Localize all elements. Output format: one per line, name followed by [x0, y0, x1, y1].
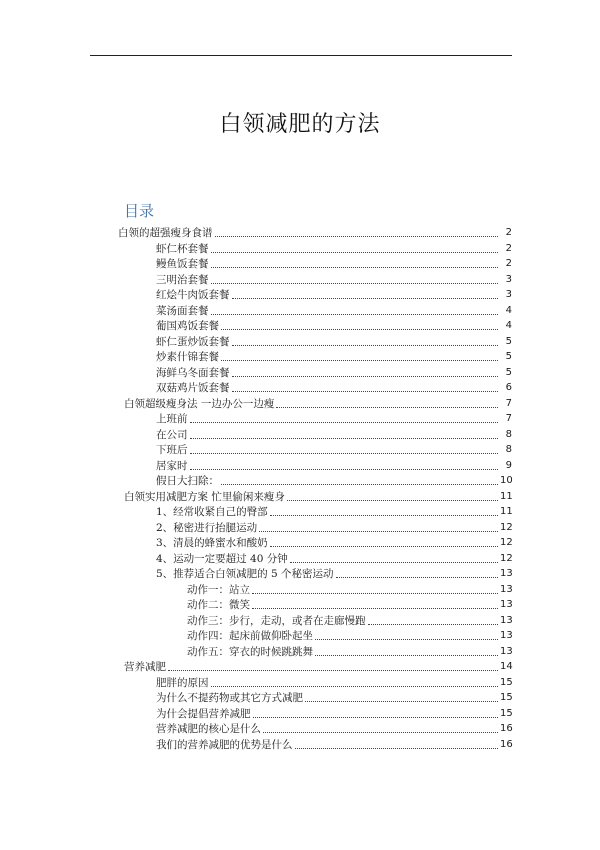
toc-dot-leader	[270, 546, 498, 547]
toc-entry-page: 2	[505, 242, 512, 254]
toc-entry-label: 白领的超强瘦身食谱	[118, 227, 213, 239]
toc-entry[interactable]	[156, 364, 512, 380]
toc-entry[interactable]	[124, 658, 512, 674]
toc-entry-label: 为什会提倡营养减肥	[156, 707, 251, 720]
toc-dot-leader	[190, 422, 499, 423]
toc-dot-leader	[259, 531, 498, 532]
toc-entry-page: 12	[500, 552, 513, 564]
toc-dot-leader	[287, 500, 498, 501]
toc-entry-page: 11	[500, 506, 513, 517]
toc-entry-label: 营养减肥的核心是什么	[156, 723, 261, 735]
toc-entry-label: 动作五：穿衣的时候跳跳舞	[187, 645, 313, 658]
toc-entry-label: 动作一：站立	[187, 583, 250, 596]
toc-dot-leader	[211, 252, 499, 253]
toc-dot-leader	[168, 670, 498, 671]
toc-entry-page: 13	[500, 568, 513, 579]
toc-dot-leader	[336, 577, 498, 578]
toc-entry[interactable]	[187, 581, 512, 597]
toc-entry-label: 居家时	[156, 459, 188, 472]
toc-entry[interactable]	[156, 472, 512, 488]
toc-entry-label: 鳗鱼饭套餐	[156, 258, 209, 270]
toc-dot-leader	[221, 329, 498, 330]
toc-dot-leader	[232, 298, 499, 299]
toc-entry-page: 3	[505, 289, 512, 300]
toc-entry[interactable]	[156, 271, 512, 287]
toc-dot-leader	[215, 236, 499, 237]
toc-entry[interactable]	[156, 379, 512, 395]
toc-entry-page: 5	[505, 366, 512, 378]
toc-dot-leader	[253, 717, 499, 718]
toc-dot-leader	[276, 407, 498, 408]
toc-dot-leader	[305, 701, 498, 702]
toc-entry-label: 上班前	[156, 413, 188, 425]
toc-entry-page: 3	[505, 273, 512, 285]
toc-entry[interactable]	[156, 426, 512, 442]
toc-entry[interactable]	[156, 286, 512, 302]
toc-entry-page: 9	[505, 459, 512, 471]
toc-entry-page: 4	[505, 320, 512, 331]
toc-entry-page: 13	[500, 614, 513, 626]
toc-entry[interactable]	[156, 441, 512, 457]
toc-entry-page: 15	[500, 707, 513, 719]
toc-dot-leader	[252, 608, 498, 609]
toc-entry-label: 4、运动一定要超过 40 分钟	[156, 552, 288, 565]
toc-entry-page: 11	[500, 490, 513, 502]
toc-entry[interactable]	[156, 410, 512, 426]
toc-entry-label: 3、清晨的蜂蜜水和酸奶	[156, 537, 268, 549]
toc-dot-leader	[190, 469, 499, 470]
toc-dot-leader	[315, 655, 498, 656]
toc-entry-label: 营养减肥	[124, 661, 166, 673]
toc-dot-leader	[232, 376, 499, 377]
toc-entry-label: 双菇鸡片饭套餐	[156, 382, 230, 394]
toc-entry[interactable]	[118, 224, 512, 240]
toc-entry[interactable]	[156, 534, 512, 550]
toc-heading: 目录	[124, 202, 155, 220]
toc-entry-label: 假日大扫除：	[156, 475, 219, 487]
toc-dot-leader	[270, 515, 498, 516]
toc-entry-label: 动作三：步行，走动，或者在走廊慢跑	[187, 614, 366, 627]
toc-dot-leader	[221, 484, 498, 485]
toc-entry-page: 13	[500, 583, 513, 595]
toc-entry-page: 16	[500, 723, 513, 734]
toc-entry[interactable]	[156, 317, 512, 333]
toc-entry-page: 8	[505, 444, 512, 455]
toc-entry-label: 红烩牛肉饭套餐	[156, 289, 230, 301]
toc-dot-leader	[295, 748, 499, 749]
toc-entry-page: 13	[500, 645, 513, 657]
toc-entry-page: 7	[505, 397, 512, 409]
toc-entry-label: 我们的营养减肥的优势是什么	[156, 738, 293, 751]
toc-entry-page: 6	[505, 382, 512, 393]
toc-entry[interactable]	[156, 348, 512, 364]
toc-entry-label: 三明治套餐	[156, 273, 209, 286]
toc-dot-leader	[290, 562, 498, 563]
toc-dot-leader	[252, 593, 498, 594]
toc-entry[interactable]	[156, 240, 512, 256]
toc-dot-leader	[315, 639, 498, 640]
toc-dot-leader	[211, 267, 499, 268]
toc-entry[interactable]	[156, 565, 512, 581]
toc-entry[interactable]	[156, 333, 512, 349]
toc-entry[interactable]	[124, 395, 512, 411]
toc-entry[interactable]	[156, 302, 512, 318]
toc-entry-page: 12	[500, 537, 513, 548]
toc-entry-page: 13	[500, 599, 513, 610]
toc-entry-page: 2	[505, 258, 512, 269]
toc-dot-leader	[190, 453, 499, 454]
toc-entry[interactable]	[187, 627, 512, 643]
toc-dot-leader	[232, 391, 499, 392]
toc-dot-leader	[211, 283, 499, 284]
toc-entry-label: 在公司	[156, 428, 188, 441]
toc-entry-label: 海鲜乌冬面套餐	[156, 366, 230, 379]
toc-dot-leader	[368, 624, 499, 625]
toc-entry-label: 虾仁杯套餐	[156, 242, 209, 255]
top-rule	[90, 55, 512, 56]
toc-entry-label: 肥胖的原因	[156, 676, 209, 689]
toc-entry-label: 5、推荐适合白领减肥的 5 个秘密运动	[156, 568, 334, 580]
toc-entry-page: 5	[505, 351, 512, 362]
toc-entry-page: 4	[505, 304, 512, 316]
toc-entry-page: 7	[505, 413, 512, 424]
toc-entry[interactable]	[156, 736, 512, 752]
toc-dot-leader	[211, 686, 499, 687]
toc-entry[interactable]	[156, 720, 512, 736]
toc-entry[interactable]	[187, 596, 512, 612]
toc-entry-page: 16	[500, 738, 513, 750]
toc-dot-leader	[232, 345, 499, 346]
toc-entry-page: 5	[505, 335, 512, 347]
toc-dot-leader	[221, 360, 498, 361]
toc-entry[interactable]	[156, 457, 512, 473]
document-title: 白领减肥的方法	[219, 112, 381, 137]
toc-entry[interactable]	[187, 643, 512, 659]
toc-entry-label: 下班后	[156, 444, 188, 456]
toc-entry-page: 14	[500, 661, 513, 672]
toc-entry-label: 炒素什锦套餐	[156, 351, 219, 363]
toc-entry[interactable]	[124, 488, 512, 504]
toc-entry-label: 2、秘密进行抬腿运动	[156, 521, 258, 534]
toc-entry-label: 动作四：起床前做仰卧起坐	[187, 630, 313, 642]
toc-entry-label: 白领超级瘦身法 一边办公一边瘦	[124, 397, 275, 410]
toc-entry[interactable]	[156, 689, 512, 705]
toc-entry[interactable]	[156, 255, 512, 271]
toc-dot-leader	[263, 732, 498, 733]
toc-entry-page: 15	[500, 692, 513, 703]
toc-entry-page: 2	[505, 227, 512, 238]
toc-entry-label: 1、经常收紧自己的臀部	[156, 506, 268, 518]
toc-dot-leader	[211, 314, 499, 315]
toc-entry-label: 葡国鸡饭套餐	[156, 320, 219, 332]
toc-entry[interactable]	[156, 705, 512, 721]
toc-dot-leader	[190, 438, 499, 439]
toc-entry-page: 13	[500, 630, 513, 641]
toc-entry[interactable]	[156, 674, 512, 690]
toc-entry[interactable]	[156, 519, 512, 535]
toc-entry[interactable]	[156, 503, 512, 519]
toc-entry-label: 为什么不提药物或其它方式减肥	[156, 692, 303, 704]
toc-entry-page: 10	[500, 475, 513, 486]
toc-entry-page: 8	[505, 428, 512, 440]
toc-entry-label: 白领实用减肥方案 忙里偷闲来瘦身	[124, 490, 285, 503]
toc-entry-label: 动作二：微笑	[187, 599, 250, 611]
toc-entry-page: 15	[500, 676, 513, 688]
toc-entry-page: 12	[500, 521, 513, 533]
toc-entry[interactable]	[187, 612, 512, 628]
toc-entry-label: 虾仁蛋炒饭套餐	[156, 335, 230, 348]
toc-entry[interactable]	[156, 550, 512, 566]
toc-entry-label: 菜汤面套餐	[156, 304, 209, 317]
